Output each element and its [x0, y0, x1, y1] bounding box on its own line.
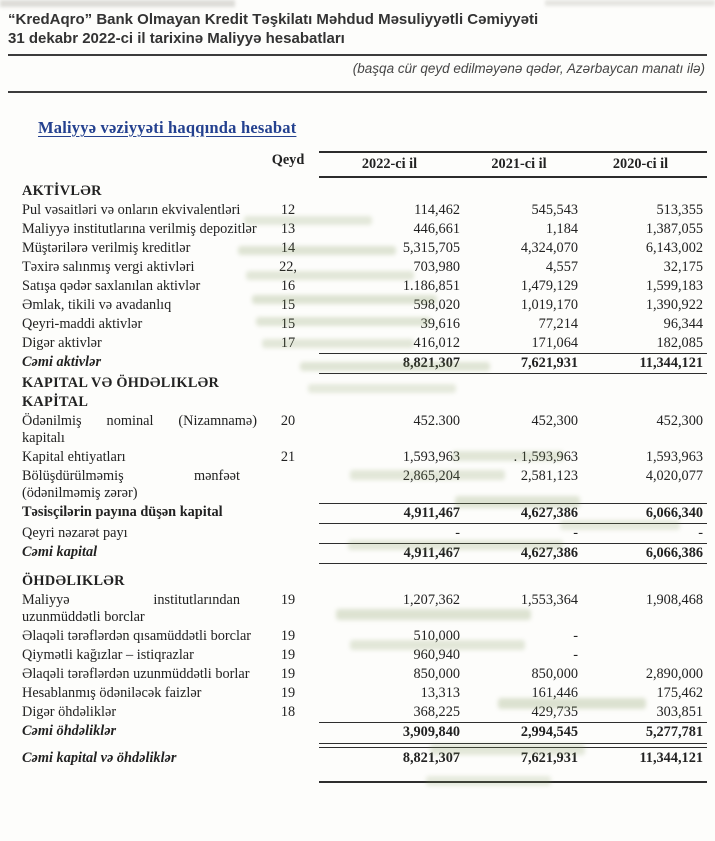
row-note-number: 21	[280, 449, 296, 465]
value-2020: 1,390,922	[645, 297, 703, 313]
column-header-qeyd: Qeyd	[271, 152, 305, 168]
value-2022: 4,911,467	[403, 545, 460, 561]
row-values	[319, 503, 707, 524]
value-2022: 4,911,467	[403, 505, 460, 521]
value-2022: 416,012	[413, 335, 460, 351]
value-2021: 171,064	[531, 335, 578, 351]
header-spacer	[22, 151, 257, 153]
column-header-2021: 2021-ci il	[491, 156, 547, 172]
column-headers-years	[319, 151, 707, 178]
report-date-line: 31 dekabr 2022-ci il tarixinə Maliyyə hesabatları	[8, 30, 345, 47]
column-header-2020: 2020-ci il	[612, 156, 669, 172]
table-row	[22, 201, 707, 220]
value-2021: -	[573, 525, 578, 541]
value-2022: 960,940	[413, 647, 460, 663]
value-2020: 2,890,000	[645, 666, 703, 682]
row-values	[319, 239, 707, 258]
row-label: Əlaqəli tərəflərdən qısamüddətli borclar	[22, 628, 252, 644]
row-label: Təxirə salınmış vergi aktivləri	[22, 259, 195, 275]
currency-note: (başqa cür qeyd edilməyənə qədər, Azərbaycan manatı ilə)	[352, 61, 705, 76]
row-note-number	[257, 353, 319, 355]
section-row-equity	[22, 393, 707, 412]
row-note-number: 18	[280, 704, 296, 720]
row-label: Maliyyə institutlarına verilmiş depozitlər	[22, 221, 257, 237]
section-heading: ÖHDƏLIKLƏR	[22, 573, 125, 589]
row-note-number	[257, 749, 319, 751]
section-row-liabilities	[22, 572, 707, 591]
table-row	[22, 296, 707, 315]
value-2022: 13,313	[420, 685, 460, 701]
value-2021: 4,627,386	[520, 505, 578, 521]
table-row	[22, 448, 707, 467]
table-row	[22, 467, 707, 503]
value-2022: 1,207,362	[402, 592, 460, 608]
value-2022: 3,909,840	[402, 724, 460, 740]
row-note-number: 19	[280, 666, 296, 682]
table-row	[22, 646, 707, 665]
row-note-number: 17	[280, 335, 296, 351]
row-note-number	[257, 524, 319, 526]
letterhead	[8, 10, 707, 48]
value-2020: 303,851	[656, 704, 703, 720]
row-note-number: 16	[280, 278, 296, 294]
double-rule	[319, 743, 707, 748]
row-note-number: 19	[280, 628, 296, 644]
total-equity-row	[22, 543, 707, 564]
row-label: Pul vəsaitləri və onların ekvivalentləri	[22, 202, 241, 218]
row-note-number: 22,	[279, 259, 297, 275]
section-heading: KAPITAL VƏ ÖHDƏLIKLƏR	[22, 375, 220, 391]
value-2021: 545,543	[531, 202, 578, 218]
value-2022: 510,000	[413, 628, 460, 644]
value-2022: 446,661	[413, 221, 460, 237]
value-2022: 850,000	[413, 666, 460, 682]
value-2021: . 1,593,963	[513, 449, 578, 465]
value-2021: 7,621,931	[520, 749, 578, 766]
value-2020: 11,344,121	[639, 355, 703, 371]
row-label: Qeyri-maddi aktivlər	[22, 316, 143, 332]
value-2021: 1,019,170	[520, 297, 578, 313]
row-label: Qiymətli kağızlar – istiqrazlar	[22, 647, 194, 663]
value-2021: -	[573, 628, 578, 644]
section-heading: KAPİTAL	[22, 394, 89, 410]
value-2022: 39,616	[420, 316, 460, 332]
row-values	[319, 448, 707, 467]
table-row	[22, 277, 707, 296]
table-row	[22, 315, 707, 334]
row-note-number	[257, 543, 319, 545]
row-note-number	[257, 467, 319, 469]
financial-position-table	[22, 151, 707, 783]
value-2020: 1,599,183	[645, 278, 703, 294]
value-2021: 4,627,386	[520, 545, 578, 561]
report-title: Maliyyə vəziyyəti haqqında hesabat	[38, 118, 297, 137]
value-2020: 11,344,121	[639, 749, 703, 766]
row-note-number: 15	[280, 316, 296, 332]
value-2021: 77,214	[538, 316, 578, 332]
value-2022: 8,821,307	[402, 355, 460, 371]
table-row	[22, 591, 707, 627]
row-values	[319, 646, 707, 665]
row-values	[319, 627, 707, 646]
row-note-number: 13	[280, 221, 296, 237]
row-label: Qeyri nəzarət payı	[22, 525, 128, 541]
non-controlling-interest-row	[22, 524, 707, 543]
row-label: Əlaqəli tərəflərdən uzunmüddətli borlar	[22, 666, 250, 682]
row-label: Satışa qədər saxlanılan aktivlər	[22, 278, 201, 294]
column-header-2022: 2022-ci il	[361, 156, 418, 172]
founders-equity-row	[22, 503, 707, 524]
row-label: Digər aktivlər	[22, 335, 102, 351]
value-2021: -	[573, 647, 578, 663]
row-values	[319, 220, 707, 239]
value-2020	[578, 647, 707, 664]
value-2022: 114,462	[414, 202, 460, 218]
total-equity-liabilities-row	[22, 749, 707, 768]
row-label: Kapital ehtiyatları	[22, 449, 126, 465]
header-rule	[8, 54, 707, 56]
value-2020: 513,355	[656, 202, 703, 218]
row-note-number: 12	[280, 202, 296, 218]
row-values	[319, 334, 707, 353]
row-label: Maliyyə institutlarından uzunmüddətli borclar	[22, 592, 240, 625]
section-heading: AKTİVLƏR	[22, 183, 102, 199]
total-liabilities-row	[22, 722, 707, 742]
table-row	[22, 334, 707, 353]
value-2020: -	[698, 525, 703, 541]
value-2020: 96,344	[663, 316, 703, 332]
row-values	[319, 703, 707, 722]
value-2020: 5,277,781	[645, 724, 703, 740]
value-2020: 32,175	[663, 259, 703, 275]
row-note-number	[257, 503, 319, 505]
value-2020: 452,300	[656, 413, 703, 429]
value-2022: 8,821,307	[402, 749, 460, 766]
row-values	[319, 201, 707, 220]
table-row	[22, 239, 707, 258]
value-2021: 1,184	[545, 221, 578, 237]
row-note-number: 20	[280, 413, 296, 429]
value-2020: 1,908,468	[645, 592, 703, 608]
row-note-number: 19	[280, 592, 296, 608]
row-label: Cəmi kapital və öhdəliklər	[22, 749, 177, 766]
row-values	[319, 353, 707, 374]
table-row	[22, 684, 707, 703]
value-2020: 175,462	[656, 685, 703, 701]
value-2022: 2,865,204	[402, 468, 460, 484]
section-row-equity-liabilities	[22, 374, 707, 393]
value-2021: 4,557	[545, 259, 578, 275]
row-note-number	[257, 722, 319, 724]
value-2022: 5,315,705	[402, 240, 460, 256]
row-label: Təsisçilərin payına düşən kapital	[22, 504, 223, 520]
row-values	[319, 591, 707, 610]
row-values	[319, 412, 707, 431]
company-name: “KredAqro” Bank Olmayan Kredit Təşkilatı Məhdud Məsuliyyətli Cəmiyyəti	[8, 11, 539, 28]
value-2022: 1.186,851	[402, 278, 460, 294]
header-rule-2	[8, 91, 707, 93]
value-2021: 429,735	[531, 704, 578, 720]
row-values	[319, 722, 707, 742]
value-2020: 6,066,340	[645, 505, 703, 521]
table-header-row	[22, 151, 707, 178]
value-2020: 1,387,055	[645, 221, 703, 237]
table-row	[22, 627, 707, 646]
row-label: Bölüşdürülməmiş mənfəət (ödənilməmiş zərər)	[22, 468, 240, 501]
row-values	[319, 296, 707, 315]
value-2021: 1,479,129	[520, 278, 578, 294]
row-label: Digər öhdəliklər	[22, 704, 117, 720]
row-values	[319, 543, 707, 564]
value-2021: 1,553,364	[520, 592, 578, 608]
value-2021: 2,994,545	[520, 724, 578, 740]
row-values	[319, 684, 707, 703]
value-2020	[578, 628, 707, 645]
row-values	[319, 467, 707, 486]
value-2022: 598,020	[413, 297, 460, 313]
row-values	[319, 665, 707, 684]
row-label: Cəmi kapital	[22, 544, 98, 560]
scan-edge-artifact	[0, 0, 235, 7]
value-2022: 452.300	[413, 413, 460, 429]
row-note-number: 15	[280, 297, 296, 313]
table-row	[22, 412, 707, 448]
value-2020: 1,593,963	[645, 449, 703, 465]
row-note-number: 19	[280, 647, 296, 663]
row-label: Əmlak, tikili və avadanlıq	[22, 297, 172, 313]
row-label: Ödənilmiş nominal (Nizamnamə) kapitalı	[22, 413, 257, 446]
value-2022: 703,980	[413, 259, 460, 275]
value-2021: 4,324,070	[520, 240, 578, 256]
table-row	[22, 220, 707, 239]
row-values	[319, 258, 707, 277]
table-row	[22, 258, 707, 277]
value-2020: 4,020,077	[645, 468, 703, 484]
table-row	[22, 665, 707, 684]
value-2021: 2,581,123	[520, 468, 578, 484]
row-label: Hesablanmış ödəniləcək faizlər	[22, 685, 202, 701]
scan-edge-artifact	[545, 0, 715, 6]
section-row-assets	[22, 182, 707, 201]
value-2021: 452,300	[531, 413, 578, 429]
value-2022: 1,593,963	[402, 449, 460, 465]
value-2021: 850,000	[531, 666, 578, 682]
row-values	[319, 524, 707, 543]
value-2020: 6,143,002	[645, 240, 703, 256]
table-bottom-rule	[319, 781, 707, 783]
row-values	[319, 749, 707, 768]
row-values	[319, 277, 707, 296]
row-note-number: 19	[280, 685, 296, 701]
table-row	[22, 703, 707, 722]
row-label: Müştərilərə verilmiş kreditlər	[22, 240, 191, 256]
value-2022: 368,225	[413, 704, 460, 720]
row-note-number: 14	[280, 240, 296, 256]
row-label: Cəmi aktivlər	[22, 354, 102, 370]
total-assets-row	[22, 353, 707, 374]
value-2020: 6,066,386	[645, 545, 703, 561]
value-2021: 161,446	[531, 685, 578, 701]
value-2020: 182,085	[656, 335, 703, 351]
value-2022: -	[455, 525, 460, 541]
value-2021: 7,621,931	[520, 355, 578, 371]
row-label: Cəmi öhdəliklər	[22, 723, 117, 739]
row-values	[319, 315, 707, 334]
